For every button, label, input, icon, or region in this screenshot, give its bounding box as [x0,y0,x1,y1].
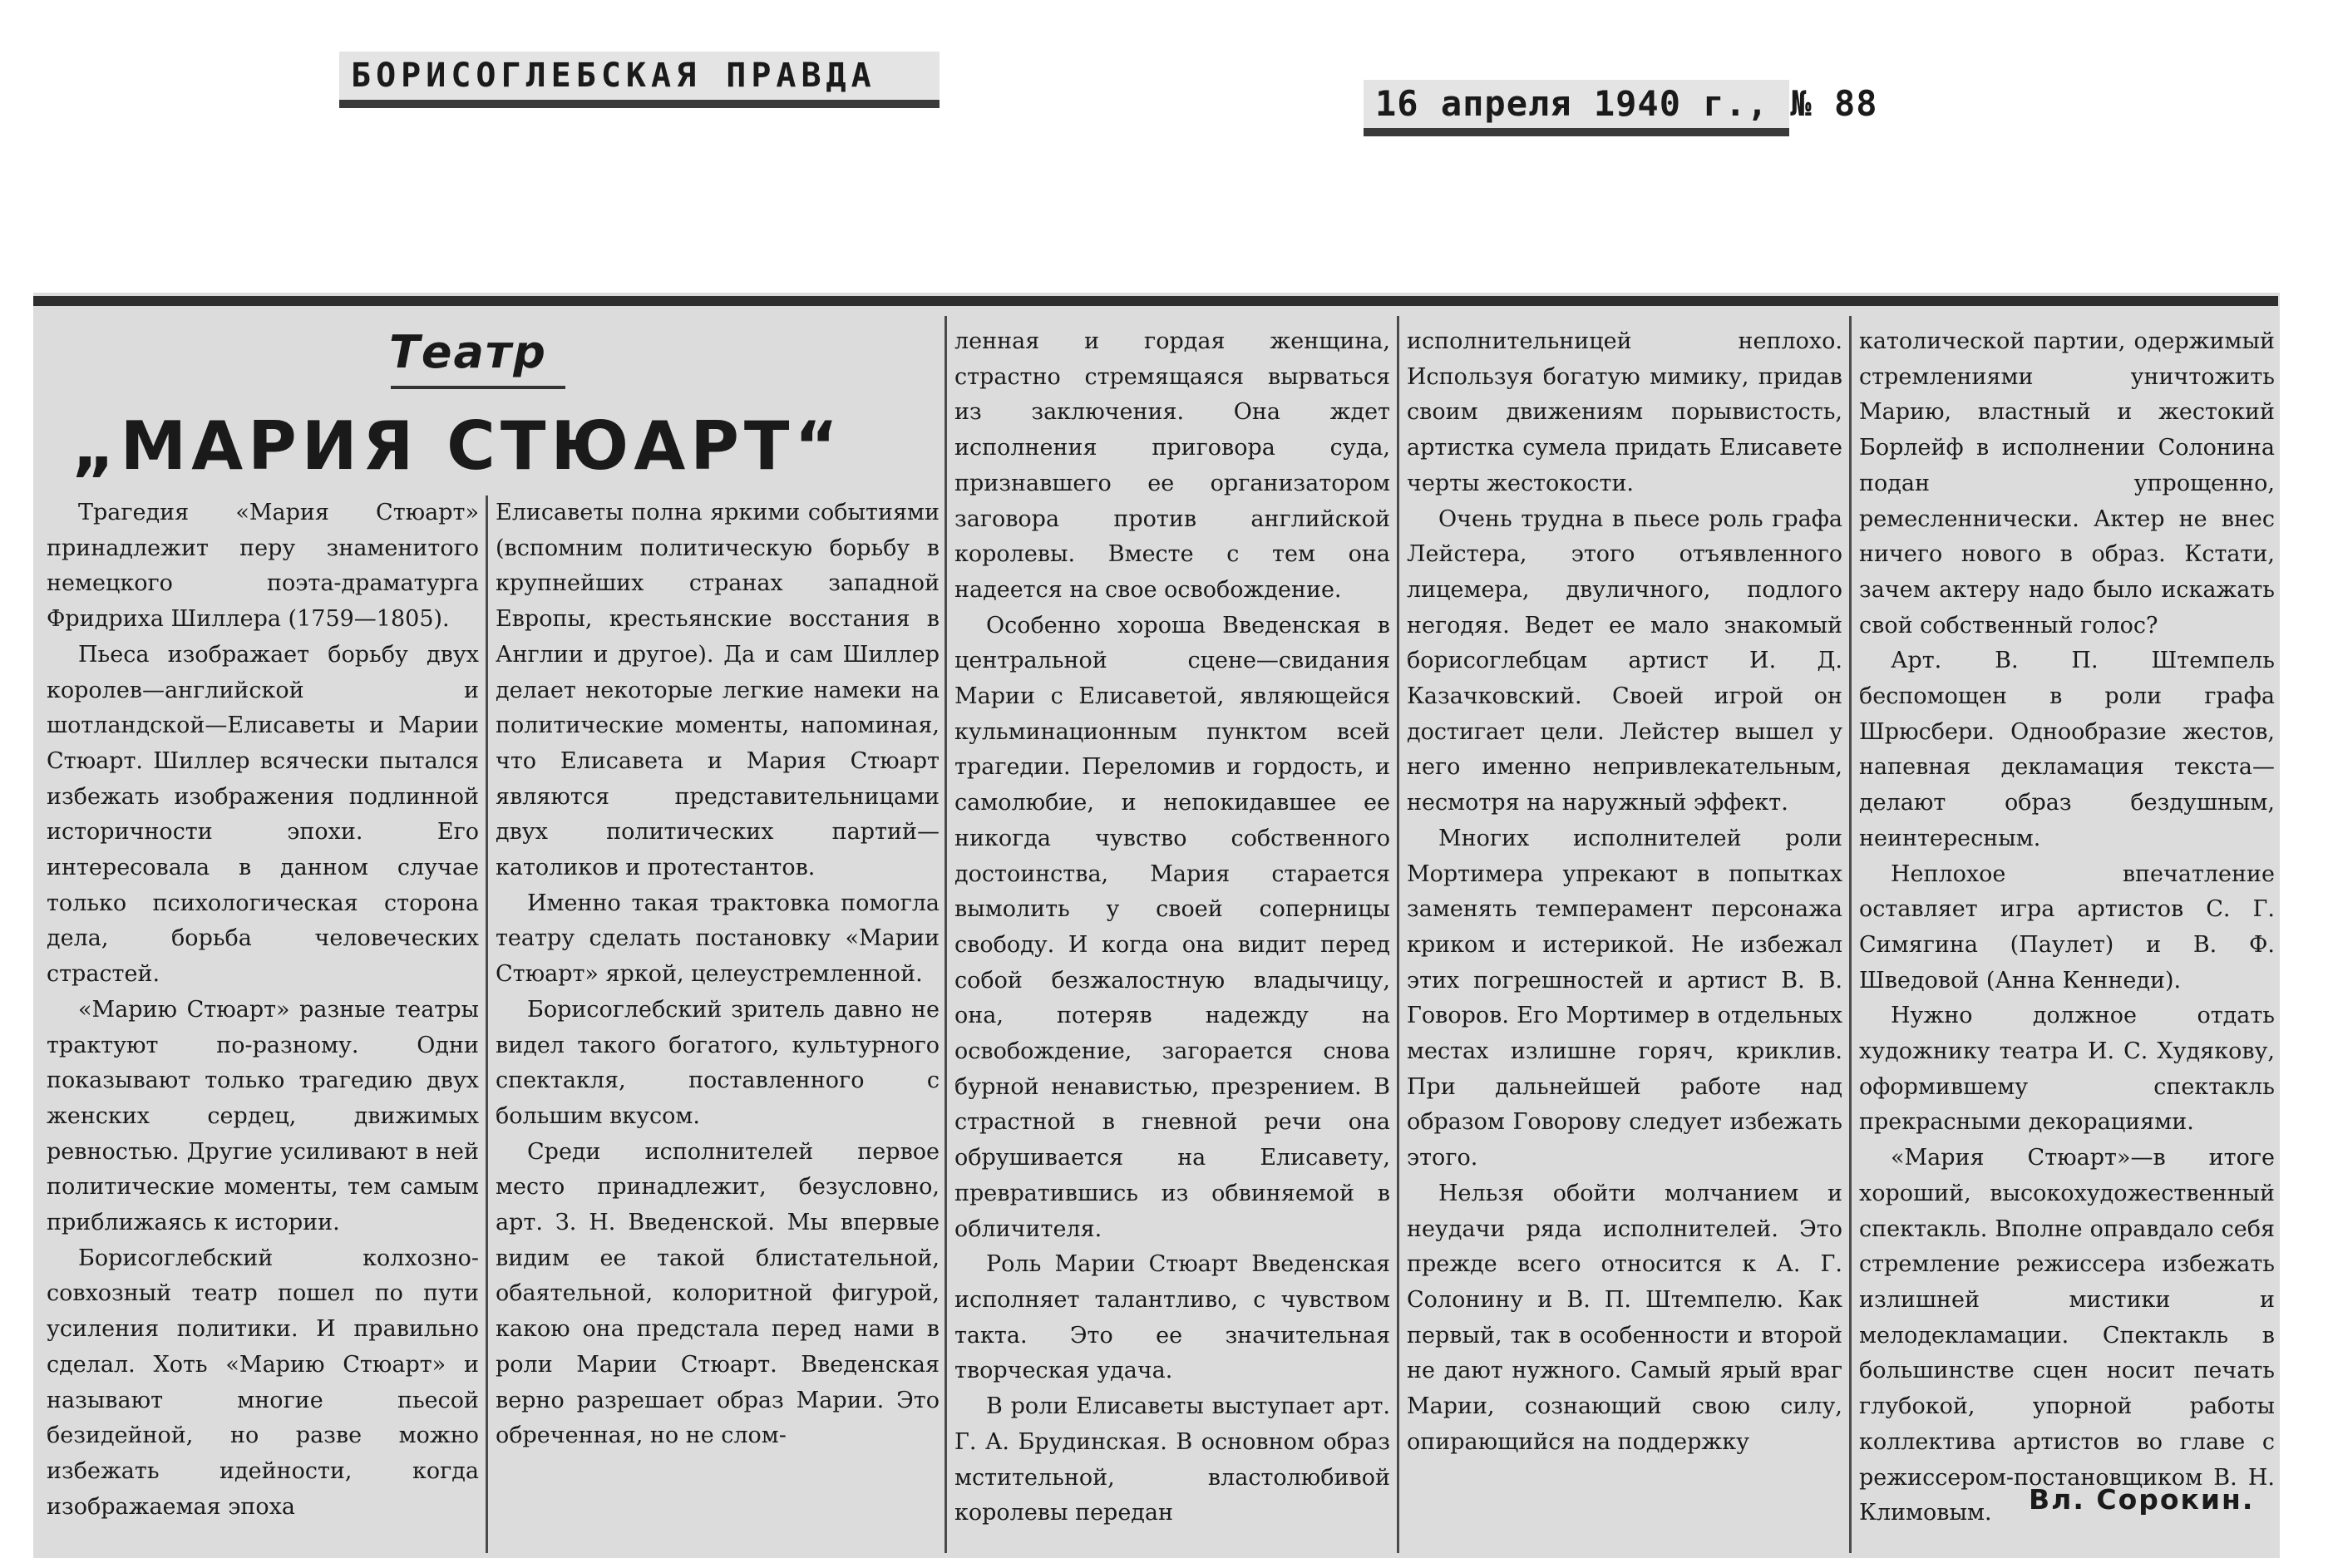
paragraph: Среди исполнителей первое место принадлежит, безусловно, арт. З. Н. Введенской. Мы впервые видим ее такой блистательной, обаятельной, колоритной фигурой, какою она предстала перед нами в роли Марии Стюарт. Введенская верно разрешает образ Марии. Это обреченная, но не слом- [496,1138,940,1449]
paragraph: Очень трудна в пьесе роль графа Лейстера, этого отъявленного лицемера, двуличного, подлого негодяя. Ведет ее мало знакомый борисоглебцам артист И. Д. Казачковский. Своей игрой он достигает цели. Лейстер вышел у него именно непривлекательным, несмотря на наружный эффект. [1407,505,1842,816]
paragraph: Многих исполнителей роли Мортимера упрекают в попытках заменять темперамент персонажа криком и истерикой. Не избежал этих погрешностей и артист В. В. Говоров. Его Мортимер в отдельных местах излишне горяч, криклив. При дальнейшей работе над образом Говорову следует избежать этого. [1407,825,1842,1171]
paragraph: Борисоглебский колхозно-совхозный театр пошел по пути усиления политики. И правильно сделал. Хоть «Марию Стюарт» и называют многие пьесой безидейной, но разве можно избежать идейности, когда изображаемая эпоха [47,1245,479,1520]
column-rule [486,496,488,1553]
paragraph: Роль Марии Стюарт Введенская исполняет талантливо, с чувством такта. Это ее значительная творческая удача. [954,1251,1390,1384]
paragraph: Неплохое впечатление оставляет игра артистов С. Г. Симягина (Паулет) и В. Ф. Шведовой (Анна Кеннеди). [1859,860,2275,994]
column-rule [1397,316,1399,1553]
article-headline: „МАРИЯ СТЮАРТ“ [72,407,844,485]
article-column-2 [496,496,940,1546]
paragraph: В роли Елисаветы выступает арт. Г. А. Брудинская. В основном образ мстительной, властолюбивой королевы передан [954,1393,1390,1526]
paragraph: Нужно должное отдать художнику театра И. С. Худякову, оформившему спектакль прекрасными декорациями. [1859,1003,2275,1136]
paragraph: Арт. В. П. Штемпель беспомощен в роли графа Шрюсбери. Однообразие жестов, напевная декламация текста—делают образ бездушным, неинтересным. [1859,648,2275,851]
paragraph: Елисаветы полна яркими событиями (вспомним политическую борьбу в крупнейших странах западной Европы, крестьянские восстания в Англии и другое). Да и сам Шиллер делает некоторые легкие намеки на политические моменты, напоминая, что Елисавета и Мария Стюарт являются представительницами двух политических партий—католиков и протестантов. [496,500,940,881]
column-rule [945,316,947,1553]
paragraph: исполнительницей неплохо. Используя богатую мимику, придав своим движениям порывистость, артистка сумела придать Елисавете черты жестокости. [1407,328,1842,496]
paragraph: Именно такая трактовка помогла театру сделать постановку «Марии Стюарт» яркой, целеустремленной. [496,890,940,988]
section-underline [391,386,565,389]
paragraph: «Мария Стюарт»—в итоге хороший, высокохудожественный спектакль. Вполне оправдало себя стремление режиссера избежать излишней мистики и мелодекламации. Спектакль в большинстве сцен носит печать глубокой, упорной работы коллектива артистов во главе с режиссером-постановщиком В. Н. Климовым. [1859,1145,2275,1526]
paragraph: католической партии, одержимый стремлениями уничтожить Марию, властный и жестокий Борлейф в исполнении Солонина подан упрощенно, ремесленнически. Актер не внес ничего нового в образ. Кстати, зачем актеру надо было искажать свой собственный голос? [1859,328,2275,639]
author-signature: Вл. Сорокин. [2029,1483,2255,1516]
paragraph: «Марию Стюарт» разные театры трактуют по-разному. Одни показывают только трагедию двух женских сердец, движимых ревностью. Другие усиливают в ней политические моменты, тем самым приближаясь к истории. [47,996,479,1236]
article-column-4 [1407,324,1842,1546]
article-column-3 [954,324,1390,1546]
issue-dateline: 16 апреля 1940 г., № 88 [1364,80,1789,136]
paragraph: Нельзя обойти молчанием и неудачи ряда исполнителей. Это прежде всего относится к А. Г. Солонину и В. П. Штемпелю. Как первый, так в особенности и второй не дают нужного. Самый ярый враг Марии, сознающий свою силу, опирающийся на поддержку [1407,1180,1842,1455]
newspaper-masthead: БОРИСОГЛЕБСКАЯ ПРАВДА [339,52,940,108]
paragraph: Пьеса изображает борьбу двух королев—английской и шотландской—Елисаветы и Марии Стюарт. Шиллер всячески пытался избежать изображения подлинной историчности эпохи. Его интересовала в данном случае только психологическая сторона дела, борьба человеческих страстей. [47,641,479,988]
paragraph: Борисоглебский зритель давно не видел такого богатого, культурного спектакля, поставленного с большим вкусом. [496,996,940,1129]
paragraph: Трагедия «Мария Стюарт» принадлежит перу знаменитого немецкого поэта-драматурга Фридриха Шиллера (1759—1805). [47,500,479,633]
article-column-1 [47,496,479,1546]
clipping-top-rule [33,296,2278,306]
column-rule [1849,316,1852,1553]
section-title: Театр [389,326,547,378]
paragraph: ленная и гордая женщина, страстно стремящаяся вырваться из заключения. Она ждет исполнения приговора суда, признавшего ее организатором заговора против английской королевы. Вместе с тем она надеется на свое освобождение. [954,328,1390,603]
paragraph: Особенно хороша Введенская в центральной сцене—свидания Марии с Елисаветой, являющейся кульминационным пунктом всей трагедии. Переломив и гордость, и самолюбие, и непокидавшее ее никогда чувство собственного достоинства, Мария старается вымолить у своей соперницы свободу. И когда она видит перед собой безжалостную владычицу, она, потеряв надежду на освобождение, загорается снова бурной ненавистью, презрением. В страстной в гневной речи она обрушивается на Елисавету, превратившись из обвиняемой в обличителя. [954,612,1390,1242]
